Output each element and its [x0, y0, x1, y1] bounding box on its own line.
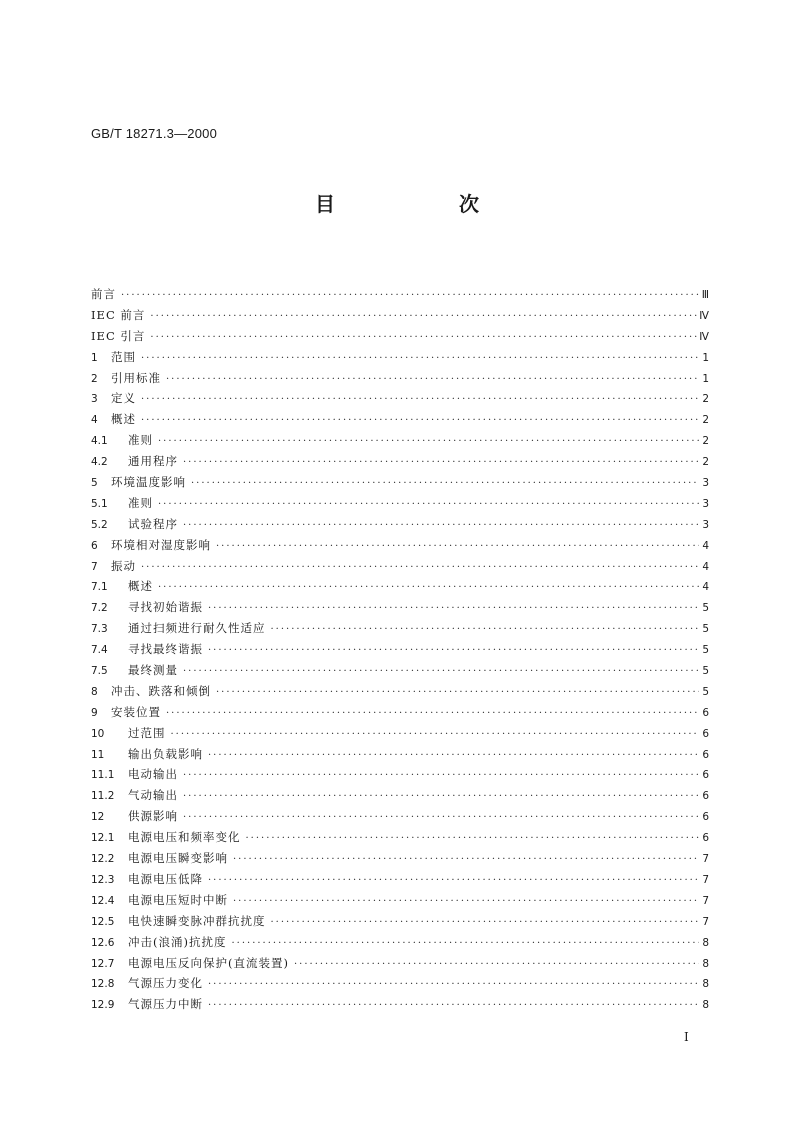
dot-leader	[166, 370, 699, 391]
toc-section-number: 11	[91, 748, 105, 761]
toc-page-number: 6	[702, 727, 709, 740]
toc-entry-label	[91, 702, 161, 724]
toc-page-number: 3	[702, 477, 709, 490]
toc-entry[interactable]	[91, 326, 709, 347]
toc-section-title: 电源电压低降	[128, 871, 203, 886]
toc-section-title: 通用程序	[128, 454, 178, 469]
toc-page-number: Ⅲ	[701, 289, 709, 301]
dot-leader	[183, 453, 699, 474]
toc-entry-label	[91, 430, 153, 452]
toc-section-title: 电源电压反向保护(直流装置)	[128, 955, 289, 970]
toc-entry[interactable]	[91, 639, 709, 660]
dot-leader	[141, 558, 699, 579]
toc-page-number: 8	[702, 936, 709, 949]
toc-page-number: 2	[702, 414, 709, 427]
toc-entry-label	[91, 681, 211, 703]
toc-page-number: 2	[702, 456, 709, 469]
toc-entry[interactable]	[91, 284, 709, 305]
toc-entry[interactable]	[91, 764, 709, 785]
toc-page-number: 3	[702, 518, 709, 531]
toc-section-number: 12.5	[91, 915, 115, 928]
dot-leader	[183, 662, 699, 683]
toc-entry[interactable]	[91, 368, 709, 389]
toc-section-number: 9	[91, 706, 98, 719]
toc-section-title: 寻找最终谐振	[128, 642, 203, 657]
toc-entry[interactable]	[91, 556, 709, 577]
dot-leader	[208, 641, 699, 662]
toc-page-number: 3	[702, 497, 709, 510]
toc-page-number: 6	[702, 832, 709, 845]
toc-entry-label	[91, 994, 203, 1016]
toc-entry[interactable]	[91, 576, 709, 597]
toc-page-number: 4	[702, 581, 709, 594]
toc-section-title: 准则	[128, 495, 153, 510]
toc-section-number: 5.2	[91, 518, 108, 531]
toc-entry[interactable]	[91, 890, 709, 911]
toc-entry[interactable]	[91, 388, 709, 409]
toc-section-number: 5.1	[91, 497, 108, 510]
toc-section-title: 试验程序	[128, 516, 178, 531]
toc-section-title: 最终测量	[128, 663, 178, 678]
toc-entry[interactable]	[91, 827, 709, 848]
dot-leader	[208, 996, 699, 1017]
dot-leader	[246, 829, 700, 850]
toc-page-number: 7	[702, 894, 709, 907]
toc-section-title: IEC 前言	[91, 307, 146, 322]
dot-leader	[233, 850, 699, 871]
dot-leader	[166, 704, 699, 725]
toc-section-title: 电源电压和频率变化	[128, 830, 241, 845]
toc-section-title: 安装位置	[111, 704, 161, 719]
dot-leader	[294, 955, 699, 976]
toc-section-number: 12.1	[91, 832, 115, 845]
dot-leader	[183, 787, 699, 808]
toc-section-title: 定义	[111, 391, 136, 406]
toc-entry-label	[91, 493, 153, 515]
toc-entry-label	[91, 639, 203, 661]
toc-entry-label	[91, 785, 178, 807]
dot-leader	[233, 892, 699, 913]
toc-page-number: 2	[702, 393, 709, 406]
toc-section-number: 5	[91, 477, 98, 490]
toc-entry-label	[91, 723, 166, 745]
dot-leader	[158, 578, 699, 599]
toc-section-number: 12.4	[91, 894, 115, 907]
toc-entry-label	[91, 326, 145, 347]
dot-leader	[216, 537, 699, 558]
toc-entry-label	[91, 305, 145, 326]
toc-entry[interactable]	[91, 806, 709, 827]
toc-section-title: 供源影响	[128, 809, 178, 824]
toc-section-number: 1	[91, 351, 98, 364]
toc-section-title: 冲击、跌落和倾倒	[111, 683, 211, 698]
dot-leader	[121, 286, 699, 307]
toc-section-title: IEC 引言	[91, 328, 146, 343]
toc-page-number: 2	[702, 435, 709, 448]
toc-entry[interactable]	[91, 785, 709, 806]
toc-entry[interactable]	[91, 994, 709, 1015]
toc-entry[interactable]	[91, 618, 709, 639]
toc-page-number: 7	[702, 853, 709, 866]
toc-section-title: 环境温度影响	[111, 475, 186, 490]
toc-page-number: 6	[702, 748, 709, 761]
toc-page-number: 5	[702, 685, 709, 698]
toc-page-number: 5	[702, 623, 709, 636]
toc-page-number: 8	[702, 978, 709, 991]
toc-section-number: 11.1	[91, 769, 115, 782]
dot-leader	[141, 390, 699, 411]
dot-leader	[271, 620, 700, 641]
toc-page-number: 8	[702, 999, 709, 1012]
toc-entry[interactable]	[91, 869, 709, 890]
toc-section-title: 通过扫频进行耐久性适应	[128, 621, 266, 636]
dot-leader	[171, 725, 700, 746]
toc-page-number: 5	[702, 602, 709, 615]
toc-section-title: 振动	[111, 558, 136, 573]
toc-section-title: 电快速瞬变脉冲群抗扰度	[128, 913, 266, 928]
dot-leader	[158, 432, 699, 453]
page-title: 目 次	[315, 192, 531, 216]
toc-page-number: 4	[702, 539, 709, 552]
toc-entry[interactable]	[91, 702, 709, 723]
toc-entry[interactable]	[91, 848, 709, 869]
toc-entry-label	[91, 806, 178, 828]
table-of-contents	[91, 284, 709, 1015]
toc-entry[interactable]	[91, 347, 709, 368]
toc-entry-label	[91, 597, 203, 619]
toc-entry-label	[91, 953, 289, 975]
dot-leader	[271, 913, 700, 934]
toc-page-number: 7	[702, 873, 709, 886]
toc-entry-label	[91, 368, 161, 390]
toc-entry[interactable]	[91, 953, 709, 974]
toc-entry[interactable]	[91, 430, 709, 451]
toc-entry-label	[91, 973, 203, 995]
dot-leader	[216, 683, 699, 704]
toc-entry-label	[91, 535, 211, 557]
toc-section-title: 前言	[91, 287, 116, 301]
toc-section-number: 12	[91, 811, 105, 824]
toc-page-number: 7	[702, 915, 709, 928]
dot-leader	[150, 328, 697, 349]
toc-entry-label	[91, 911, 266, 933]
toc-entry-label	[91, 472, 186, 494]
toc-entry-label	[91, 409, 136, 431]
toc-entry-label	[91, 576, 153, 598]
toc-entry-label	[91, 869, 203, 891]
toc-section-number: 4.1	[91, 435, 108, 448]
toc-section-number: 11.2	[91, 790, 115, 803]
dot-leader	[183, 766, 699, 787]
toc-section-number: 12.9	[91, 999, 115, 1012]
dot-leader	[150, 307, 697, 328]
toc-section-number: 12.7	[91, 957, 115, 970]
toc-page-number: 5	[702, 665, 709, 678]
toc-entry[interactable]	[91, 451, 709, 472]
toc-section-title: 范围	[111, 349, 136, 364]
dot-leader	[141, 349, 699, 370]
toc-section-title: 输出负载影响	[128, 746, 203, 761]
toc-page-number: 6	[702, 811, 709, 824]
toc-section-title: 寻找初始谐振	[128, 600, 203, 615]
toc-entry[interactable]	[91, 744, 709, 765]
toc-entry[interactable]	[91, 681, 709, 702]
toc-entry[interactable]	[91, 514, 709, 535]
toc-section-number: 7.3	[91, 623, 108, 636]
toc-section-title: 气动输出	[128, 788, 178, 803]
toc-section-number: 7.1	[91, 581, 108, 594]
toc-entry-label	[91, 932, 226, 954]
dot-leader	[208, 975, 699, 996]
toc-page-number: Ⅳ	[699, 330, 709, 343]
toc-entry-label	[91, 827, 241, 849]
toc-section-number: 8	[91, 685, 98, 698]
toc-entry[interactable]	[91, 911, 709, 932]
toc-page-number: 1	[702, 351, 709, 364]
toc-page-number: 1	[702, 372, 709, 385]
dot-leader	[183, 516, 699, 537]
toc-section-title: 电源电压瞬变影响	[128, 851, 228, 866]
toc-entry-label	[91, 660, 178, 682]
dot-leader	[141, 411, 699, 432]
toc-section-title: 气源压力中断	[128, 997, 203, 1012]
toc-entry-label	[91, 347, 136, 369]
toc-section-title: 准则	[128, 433, 153, 448]
dot-leader	[231, 934, 699, 955]
toc-section-number: 7.4	[91, 644, 108, 657]
toc-entry[interactable]	[91, 493, 709, 514]
toc-section-number: 12.8	[91, 978, 115, 991]
toc-section-number: 12.2	[91, 853, 115, 866]
toc-entry[interactable]	[91, 535, 709, 556]
toc-entry-label	[91, 618, 266, 640]
toc-section-title: 概述	[128, 579, 153, 594]
page-number: I	[684, 1030, 689, 1044]
toc-section-title: 电动输出	[128, 767, 178, 782]
toc-entry-label	[91, 284, 116, 305]
toc-entry-label	[91, 388, 136, 410]
toc-section-number: 4.2	[91, 456, 108, 469]
toc-section-number: 2	[91, 372, 98, 385]
toc-section-number: 12.6	[91, 936, 115, 949]
toc-entry[interactable]	[91, 723, 709, 744]
toc-entry-label	[91, 556, 136, 578]
toc-entry[interactable]	[91, 932, 709, 953]
toc-section-number: 12.3	[91, 873, 115, 886]
standard-code: GB/T 18271.3—2000	[91, 126, 218, 141]
toc-entry-label	[91, 451, 178, 473]
toc-section-number: 7.2	[91, 602, 108, 615]
toc-page-number: 6	[702, 769, 709, 782]
toc-page-number: 4	[702, 560, 709, 573]
toc-section-title: 气源压力变化	[128, 976, 203, 991]
dot-leader	[208, 599, 699, 620]
toc-section-number: 4	[91, 414, 98, 427]
toc-page-number: 6	[702, 790, 709, 803]
toc-section-title: 电源电压短时中断	[128, 892, 228, 907]
toc-entry[interactable]	[91, 597, 709, 618]
toc-entry[interactable]	[91, 973, 709, 994]
toc-page-number: 6	[702, 706, 709, 719]
dot-leader	[208, 746, 699, 767]
toc-section-number: 7	[91, 560, 98, 573]
toc-entry-label	[91, 890, 228, 912]
dot-leader	[191, 474, 699, 495]
toc-section-number: 10	[91, 727, 105, 740]
toc-section-number: 6	[91, 539, 98, 552]
toc-section-number: 7.5	[91, 665, 108, 678]
dot-leader	[158, 495, 699, 516]
toc-page-number: 5	[702, 644, 709, 657]
toc-entry-label	[91, 744, 203, 766]
toc-section-number: 3	[91, 393, 98, 406]
toc-entry[interactable]	[91, 409, 709, 430]
toc-page-number: 8	[702, 957, 709, 970]
dot-leader	[183, 808, 699, 829]
toc-entry-label	[91, 848, 228, 870]
toc-entry-label	[91, 514, 178, 536]
toc-section-title: 引用标准	[111, 370, 161, 385]
dot-leader	[208, 871, 699, 892]
toc-section-title: 冲击(浪涌)抗扰度	[128, 934, 227, 949]
toc-section-title: 概述	[111, 412, 136, 427]
toc-page-number: Ⅳ	[699, 309, 709, 322]
toc-entry[interactable]	[91, 472, 709, 493]
toc-section-title: 环境相对湿度影响	[111, 537, 211, 552]
toc-entry[interactable]	[91, 305, 709, 326]
toc-entry-label	[91, 764, 178, 786]
toc-section-title: 过范围	[128, 725, 166, 740]
toc-entry[interactable]	[91, 660, 709, 681]
